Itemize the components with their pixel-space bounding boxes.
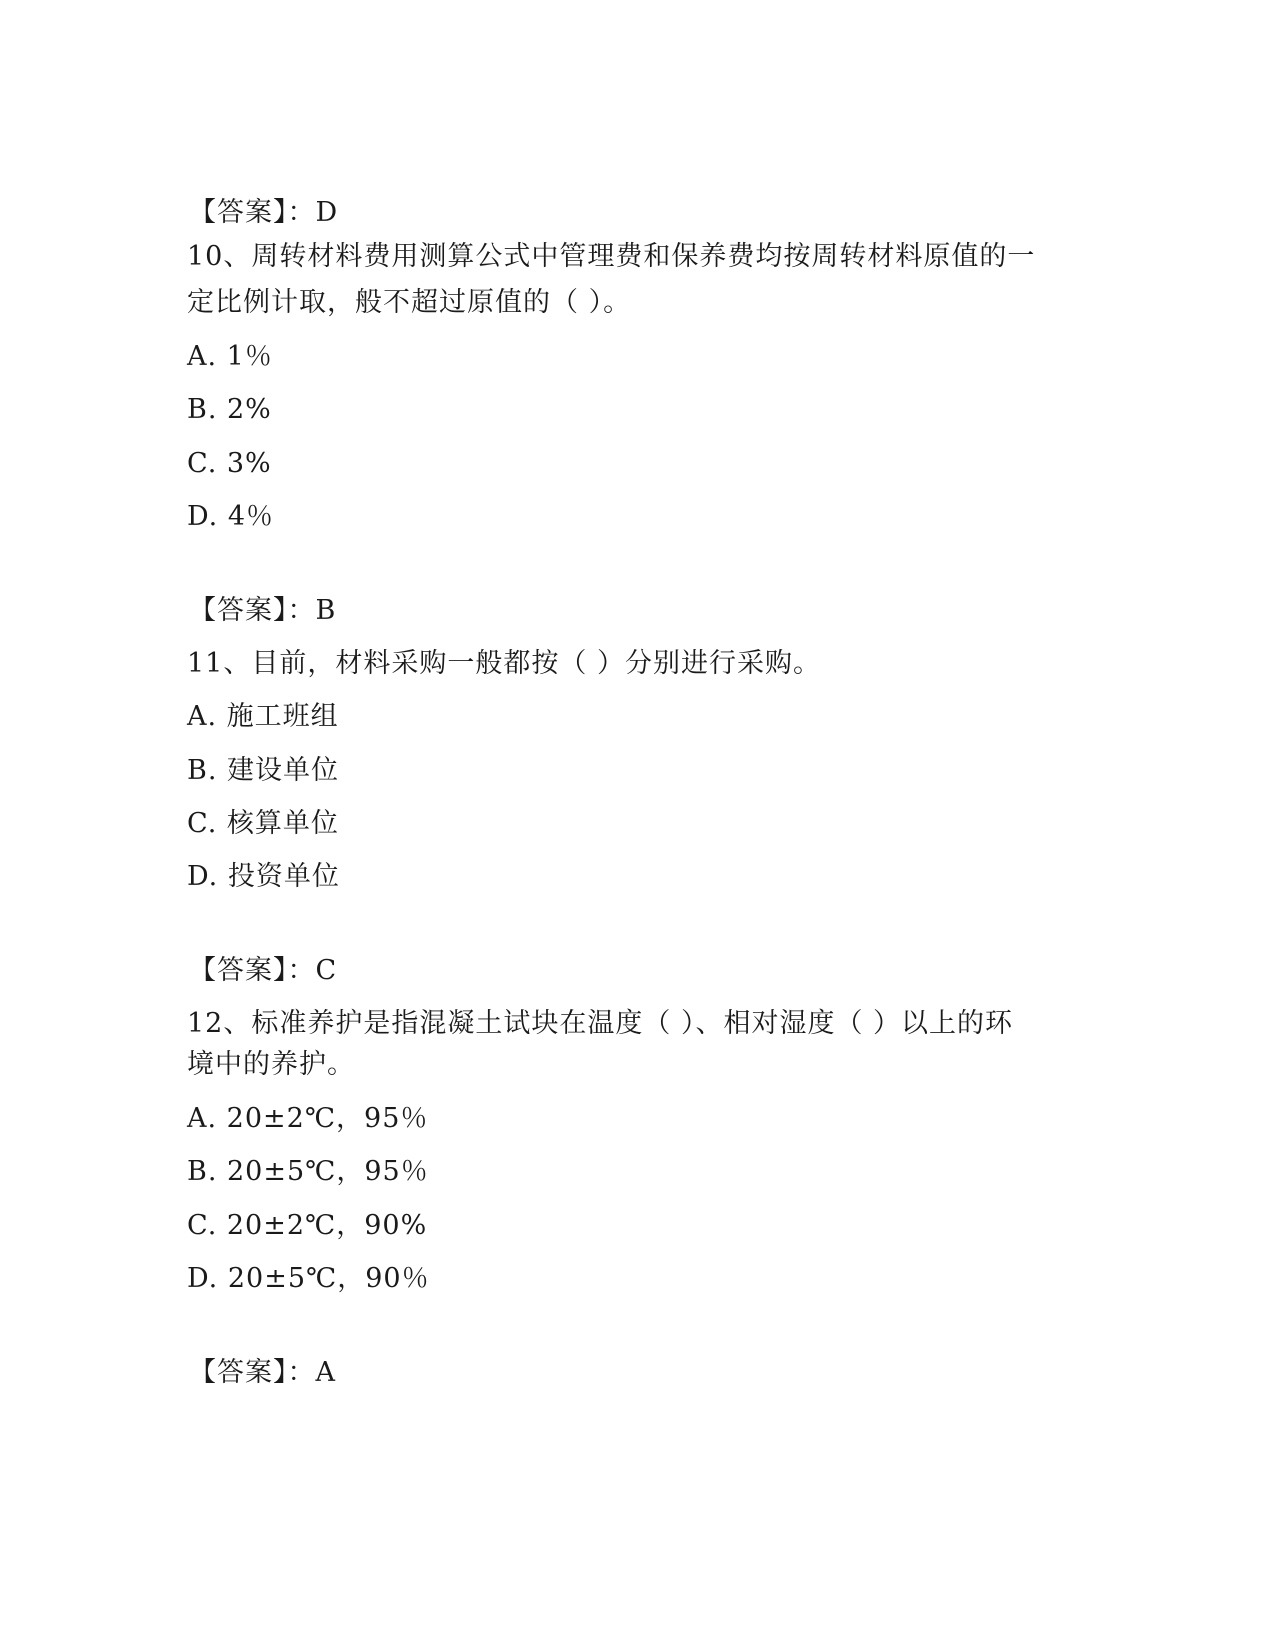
option-b: B. 2% [187, 394, 272, 425]
question-stem: 定比例计取，般不超过原值的（ ）。 [187, 287, 632, 318]
answer-line: 【答案】：B [189, 595, 337, 626]
option-a: A. 1％ [187, 341, 273, 372]
question-stem: 境中的养护。 [187, 1049, 355, 1080]
option-c: C. 20±2℃，90% [187, 1210, 428, 1241]
option-c: C. 核算单位 [187, 808, 339, 839]
question-stem: 12、标准养护是指混凝土试块在温度（ ）、相对湿度（ ）以上的环 [187, 1008, 1014, 1039]
answer-line: 【答案】：D [189, 197, 339, 228]
option-a: A. 20±2℃，95％ [187, 1103, 429, 1134]
question-stem: 10、周转材料费用测算公式中管理费和保养费均按周转材料原值的一 [187, 241, 1036, 272]
option-a: A. 施工班组 [187, 701, 339, 732]
option-c: C. 3% [187, 448, 272, 479]
answer-line: 【答案】：C [189, 955, 338, 986]
question-stem: 11、目前，材料采购一般都按（ ）分别进行采购。 [187, 648, 821, 679]
option-d: D. 投资单位 [187, 861, 340, 892]
option-b: B. 建设单位 [187, 755, 340, 786]
option-d: D. 4％ [187, 501, 275, 532]
answer-line: 【答案】：A [189, 1357, 336, 1388]
option-b: B. 20±5℃，95％ [187, 1156, 429, 1187]
option-d: D. 20±5℃，90％ [187, 1263, 430, 1294]
